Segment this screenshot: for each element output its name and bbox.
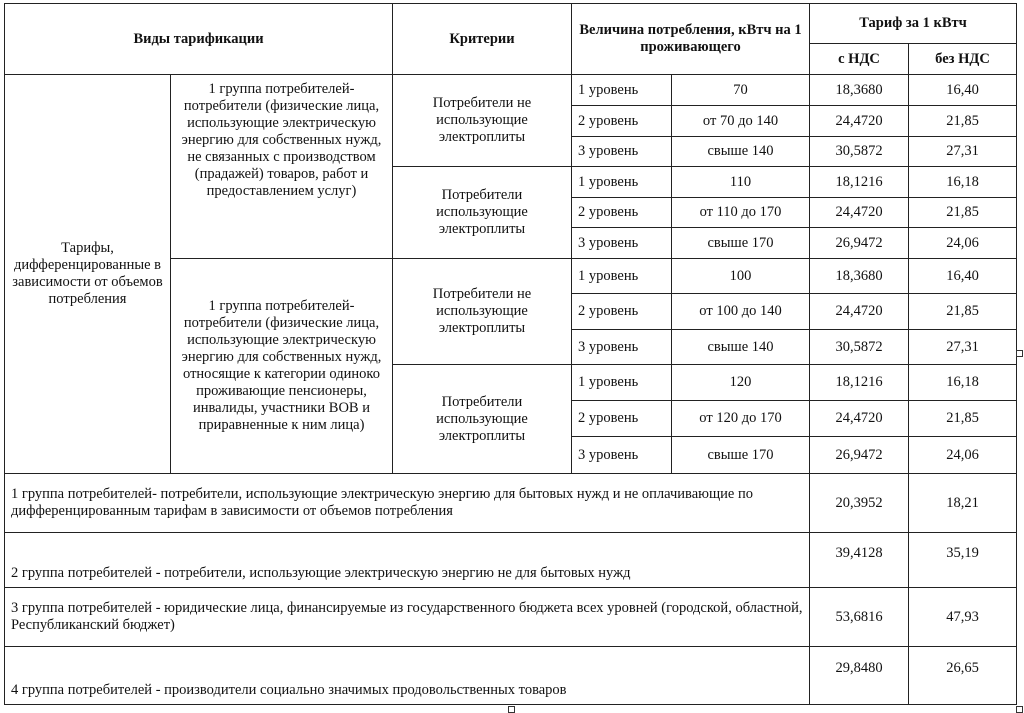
header-consumption: Величина потребления, кВтч на 1 проживающего <box>572 4 810 75</box>
tariff-without-vat: 27,31 <box>909 137 1017 167</box>
resize-handle-bottom-right[interactable] <box>1016 706 1023 713</box>
tariff-with-vat: 53,6816 <box>810 588 909 647</box>
tariff-without-vat: 21,85 <box>909 401 1017 437</box>
range-cell: свыше 140 <box>672 330 810 365</box>
tariff-with-vat: 18,3680 <box>810 75 909 106</box>
tariff-with-vat: 29,8480 <box>810 647 909 705</box>
level-cell: 3 уровень <box>572 437 672 474</box>
resize-handle-right[interactable] <box>1016 350 1023 357</box>
header-without-vat: без НДС <box>909 44 1017 75</box>
tariff-without-vat: 24,06 <box>909 228 1017 259</box>
tariff-with-vat: 39,4128 <box>810 533 909 588</box>
tariff-without-vat: 18,21 <box>909 474 1017 533</box>
tariff-with-vat: 24,4720 <box>810 106 909 137</box>
range-cell: от 110 до 170 <box>672 198 810 228</box>
table-row <box>5 533 1017 588</box>
consumer-group-description: 3 группа потребителей - юридические лица, финансируемые из государственного бюджета всех уровней (городской, областной, Республиканский бюджет) <box>5 588 810 647</box>
tariff-with-vat: 30,5872 <box>810 137 909 167</box>
level-cell: 3 уровень <box>572 330 672 365</box>
tariff-without-vat: 24,06 <box>909 437 1017 474</box>
tariff-without-vat: 16,40 <box>909 259 1017 294</box>
range-cell: 100 <box>672 259 810 294</box>
criteria-cell: Потребители использующие электроплиты <box>393 167 572 259</box>
tariff-type-cell: Тарифы, дифференцированные в зависимости от объемов потребления <box>5 75 171 474</box>
level-cell: 2 уровень <box>572 294 672 330</box>
range-cell: от 100 до 140 <box>672 294 810 330</box>
tariff-with-vat: 18,1216 <box>810 167 909 198</box>
group-description: 1 группа потребителей-потребители (физические лица, использующие электрическую энергию для собственных нужд, относящие к категории одиноко проживающие пенсионеры, инвалиды, участники ВОВ и приравненные к ним лица) <box>171 259 393 474</box>
tariff-without-vat: 21,85 <box>909 106 1017 137</box>
level-cell: 1 уровень <box>572 75 672 106</box>
tariff-with-vat: 24,4720 <box>810 294 909 330</box>
consumer-group-description: 1 группа потребителей- потребители, использующие электрическую энергию для бытовых нужд и не оплачивающие по дифференцированным тарифам в зависимости от объемов потребления <box>5 474 810 533</box>
tariff-without-vat: 21,85 <box>909 294 1017 330</box>
level-cell: 3 уровень <box>572 137 672 167</box>
tariff-without-vat: 27,31 <box>909 330 1017 365</box>
range-cell: 120 <box>672 365 810 401</box>
level-cell: 2 уровень <box>572 198 672 228</box>
level-cell: 1 уровень <box>572 259 672 294</box>
tariff-with-vat: 30,5872 <box>810 330 909 365</box>
tariff-without-vat: 16,40 <box>909 75 1017 106</box>
criteria-cell: Потребители не использующие электроплиты <box>393 75 572 167</box>
tariff-without-vat: 35,19 <box>909 533 1017 588</box>
range-cell: свыше 140 <box>672 137 810 167</box>
tariff-without-vat: 16,18 <box>909 167 1017 198</box>
range-cell: от 120 до 170 <box>672 401 810 437</box>
header-criteria: Критерии <box>393 4 572 75</box>
range-cell: свыше 170 <box>672 437 810 474</box>
header-tariff: Тариф за 1 кВтч <box>810 4 1017 44</box>
tariff-with-vat: 18,3680 <box>810 259 909 294</box>
tariff-without-vat: 47,93 <box>909 588 1017 647</box>
range-cell: 110 <box>672 167 810 198</box>
tariff-without-vat: 26,65 <box>909 647 1017 705</box>
group-description: 1 группа потребителей-потребители (физические лица, использующие электрическую энергию для собственных нужд, не связанных с производством (прадажей) товаров, работ и предоставлением услуг) <box>171 75 393 259</box>
tariff-with-vat: 24,4720 <box>810 198 909 228</box>
level-cell: 2 уровень <box>572 106 672 137</box>
criteria-cell: Потребители использующие электроплиты <box>393 365 572 474</box>
tariff-with-vat: 26,9472 <box>810 228 909 259</box>
header-with-vat: с НДС <box>810 44 909 75</box>
table-row <box>5 588 1017 647</box>
tariff-without-vat: 21,85 <box>909 198 1017 228</box>
criteria-cell: Потребители не использующие электроплиты <box>393 259 572 365</box>
header-row <box>5 4 1017 44</box>
table-row <box>5 474 1017 533</box>
tariff-with-vat: 20,3952 <box>810 474 909 533</box>
tariff-with-vat: 26,9472 <box>810 437 909 474</box>
consumer-group-description: 4 группа потребителей - производители социально значимых продовольственных товаров <box>5 647 810 705</box>
level-cell: 1 уровень <box>572 365 672 401</box>
table-row <box>5 647 1017 705</box>
level-cell: 2 уровень <box>572 401 672 437</box>
level-cell: 3 уровень <box>572 228 672 259</box>
tariff-table <box>4 3 1017 705</box>
range-cell: от 70 до 140 <box>672 106 810 137</box>
range-cell: свыше 170 <box>672 228 810 259</box>
header-tariff-types: Виды тарификации <box>5 4 393 75</box>
table-row <box>5 75 1017 106</box>
tariff-with-vat: 18,1216 <box>810 365 909 401</box>
tariff-without-vat: 16,18 <box>909 365 1017 401</box>
level-cell: 1 уровень <box>572 167 672 198</box>
tariff-with-vat: 24,4720 <box>810 401 909 437</box>
resize-handle-bottom[interactable] <box>508 706 515 713</box>
consumer-group-description: 2 группа потребителей - потребители, использующие электрическую энергию не для бытовых нужд <box>5 533 810 588</box>
range-cell: 70 <box>672 75 810 106</box>
